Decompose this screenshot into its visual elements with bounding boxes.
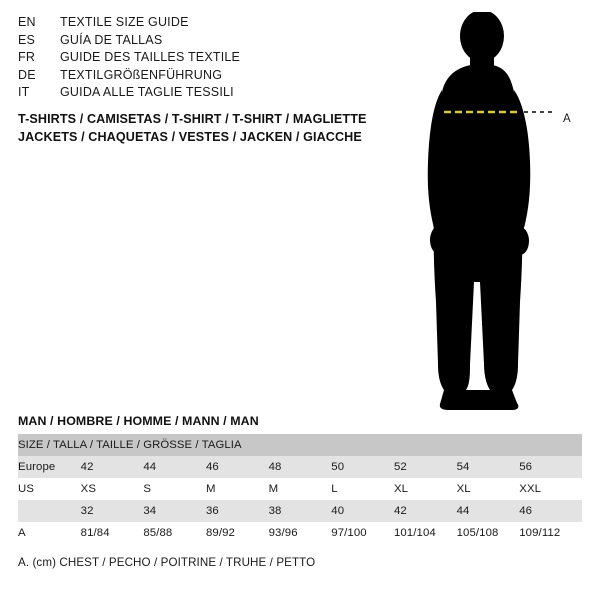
- cell: 105/108: [457, 522, 520, 544]
- table-title-man: MAN / HOMBRE / HOMME / MANN / MAN: [18, 414, 259, 428]
- table-row: [18, 456, 582, 478]
- cell: XL: [394, 478, 457, 500]
- cell: XL: [457, 478, 520, 500]
- cell: 52: [394, 456, 457, 478]
- language-code: ES: [18, 32, 36, 47]
- cell: 42: [394, 500, 457, 522]
- cell: 40: [331, 500, 394, 522]
- cell: 50: [331, 456, 394, 478]
- table-row: [18, 478, 582, 500]
- size-table: [18, 434, 582, 544]
- language-row: [18, 67, 388, 85]
- cell: 34: [143, 500, 206, 522]
- cell: 101/104: [394, 522, 457, 544]
- cell: 81/84: [81, 522, 144, 544]
- row-label: US: [18, 478, 81, 500]
- cell: 38: [269, 500, 332, 522]
- language-code: IT: [18, 85, 30, 99]
- cell: 44: [457, 500, 520, 522]
- table-header-row: [18, 434, 582, 456]
- cell: 46: [206, 456, 269, 478]
- cell: XS: [81, 478, 144, 500]
- cell: XXL: [519, 478, 582, 500]
- male-figure-illustration: [400, 12, 590, 412]
- table-header-label: SIZE / TALLA / TAILLE / GRÖSSE / TAGLIA: [18, 434, 582, 456]
- cell: 93/96: [269, 522, 332, 544]
- table-row: [18, 500, 582, 522]
- silhouette-shape: [428, 12, 531, 410]
- language-row: [18, 32, 388, 50]
- language-title: GUIDE DES TAILLES TEXTILE: [60, 50, 241, 64]
- cell: 109/112: [519, 522, 582, 544]
- cell: 97/100: [331, 522, 394, 544]
- category-line-jackets: JACKETS / CHAQUETAS / VESTES / JACKEN / GIACCHE: [18, 130, 362, 144]
- language-row: [18, 49, 388, 67]
- language-title: TEXTILGRÖßENFÜHRUNG: [60, 67, 223, 82]
- language-header-block: [18, 14, 388, 102]
- language-row: [18, 84, 388, 102]
- chest-callout-label: A: [563, 113, 572, 125]
- category-line-tshirts: T-SHIRTS / CAMISETAS / T-SHIRT / T-SHIRT / MAGLIETTE: [18, 112, 367, 126]
- cell: S: [143, 478, 206, 500]
- cell: 36: [206, 500, 269, 522]
- language-title: TEXTILE SIZE GUIDE: [60, 15, 189, 29]
- cell: 48: [269, 456, 332, 478]
- row-label: A: [18, 522, 81, 544]
- cell: 44: [143, 456, 206, 478]
- cell: 32: [81, 500, 144, 522]
- language-title: GUIDA ALLE TAGLIE TESSILI: [60, 85, 234, 99]
- cell: 54: [457, 456, 520, 478]
- language-code: EN: [18, 15, 36, 29]
- category-block: [18, 110, 438, 146]
- row-label: Europe: [18, 456, 81, 478]
- language-code: FR: [18, 50, 36, 64]
- cell: M: [269, 478, 332, 500]
- cell: M: [206, 478, 269, 500]
- size-table-section: [18, 414, 582, 569]
- cell: L: [331, 478, 394, 500]
- cell: 89/92: [206, 522, 269, 544]
- cell: 85/88: [143, 522, 206, 544]
- cell: 56: [519, 456, 582, 478]
- language-title: GUÍA DE TALLAS: [60, 32, 163, 47]
- cell: 46: [519, 500, 582, 522]
- table-footnote: A. (cm) CHEST / PECHO / POITRINE / TRUHE / PETTO: [18, 556, 316, 569]
- language-row: [18, 14, 388, 32]
- row-label: [18, 500, 81, 522]
- language-code: DE: [18, 67, 36, 82]
- cell: 42: [81, 456, 144, 478]
- table-row: [18, 522, 582, 544]
